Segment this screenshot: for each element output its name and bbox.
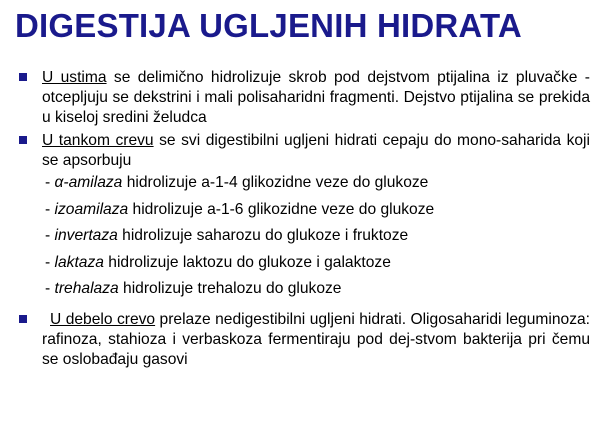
enzyme-description: hidrolizuje a-1-6 glikozidne veze do glukoze	[128, 200, 435, 218]
enzyme-item-lactase	[0, 253, 604, 280]
bullet-underlined-term: U tankom crevu	[42, 132, 154, 149]
dash: -	[45, 227, 55, 244]
enzyme-item-invertase	[0, 226, 604, 253]
bullet-small-intestine	[0, 131, 604, 171]
enzyme-name: laktaza	[54, 253, 104, 271]
square-bullet-icon	[19, 315, 27, 323]
bullet-mouth	[0, 68, 604, 128]
square-bullet-icon	[19, 73, 27, 81]
enzyme-item-isoamylase	[0, 200, 604, 227]
enzyme-name: α-amilaza	[54, 174, 123, 191]
bullet-underlined-term: U ustima	[42, 69, 107, 86]
enzyme-description: hidrolizuje a-1-4 glikozidne veze do glukoze	[122, 174, 429, 191]
bullet-large-intestine	[0, 310, 604, 370]
dash: -	[45, 280, 55, 297]
slide-content	[0, 68, 604, 370]
bullet-text: se svi digestibilni ugljeni hidrati cepaju do mono-saharida koji se apsorbuju	[42, 132, 590, 169]
bullet-text: se delimično hidrolizuje skrob pod dejstvom ptijalina iz pluvačke - otcepljuju se dekstrini i mali polisaharidni fragmenti. Dejstvo ptijalina se prekida u kiseloj sredini želudca	[42, 69, 590, 126]
dash: -	[45, 174, 55, 191]
enzyme-name: invertaza	[54, 227, 118, 244]
dash: -	[45, 200, 55, 218]
slide-title: DIGESTIJA UGLJENIH HIDRATA	[15, 7, 522, 44]
bullet-underlined-term: U debelo crevo	[50, 310, 156, 328]
enzyme-description: hidrolizuje saharozu do glukoze i fruktoze	[117, 227, 409, 244]
square-bullet-icon	[19, 136, 27, 144]
dash: -	[45, 253, 55, 271]
enzyme-name: izoamilaza	[54, 200, 129, 218]
enzyme-description: hidrolizuje laktozu do glukoze i galaktoze	[103, 253, 391, 271]
bullet-text: prelaze nedigestibilni ugljeni hidrati. Oligosaharidi leguminoza: rafinoza, stahioza i verbaskoza fermentiraju pod dej-stvom bakterija pri čemu se oslobađaju gasovi	[42, 310, 590, 368]
enzyme-item-alpha-amylase	[0, 173, 604, 200]
enzyme-item-trehalase	[0, 279, 604, 306]
enzyme-description: hidrolizuje trehalozu do glukoze	[118, 280, 342, 297]
enzyme-list	[0, 173, 604, 306]
enzyme-name: trehalaza	[54, 280, 119, 297]
